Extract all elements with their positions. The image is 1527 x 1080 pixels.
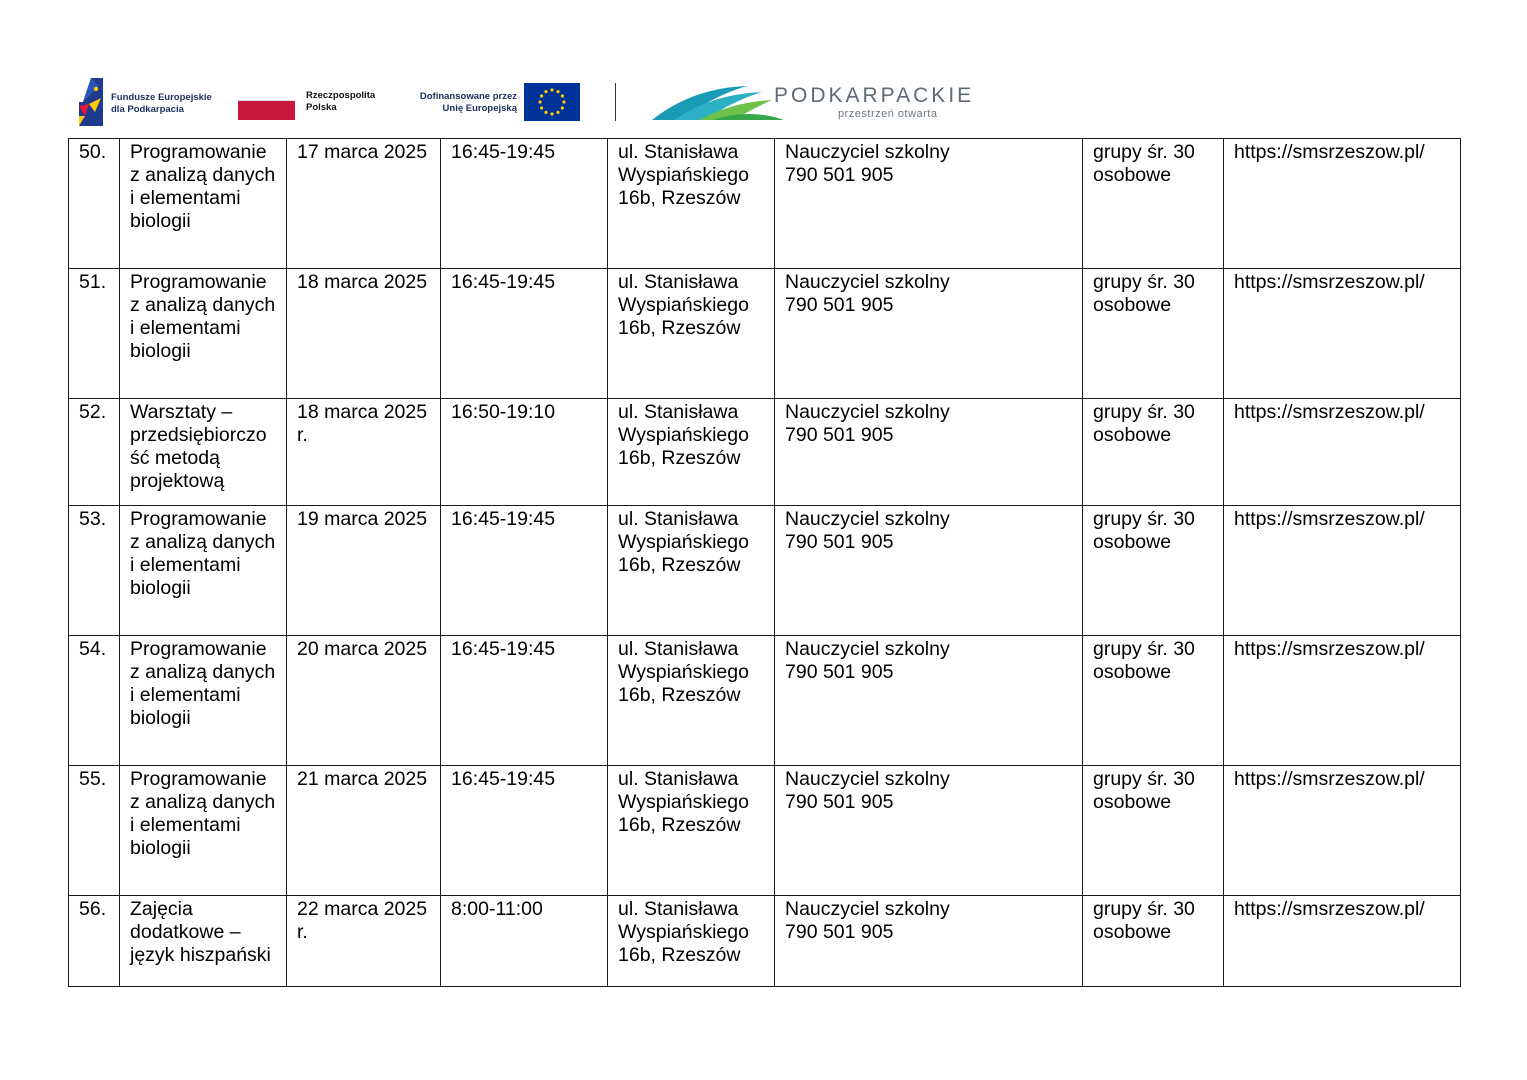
row-time — [441, 506, 608, 636]
row-place-place: ul. Stanisława Wyspiańskiego 16b, Rzeszów — [618, 898, 749, 966]
row-group-group: grupy śr. 30 osobowe — [1093, 898, 1195, 943]
row-date-date: 20 marca 2025 — [297, 638, 428, 660]
row-number-num: 54. — [79, 638, 107, 660]
row-date-date: 19 marca 2025 — [297, 508, 428, 530]
row-date-date: 18 marca 2025 r. — [297, 401, 428, 446]
row-lead-phone: 790 501 905 — [785, 661, 894, 683]
row-topic-topic: Programowanie z analizą danych i elementami biologii — [130, 508, 276, 599]
row-topic-topic: Warsztaty – przedsiębiorczo ść metodą projektową — [130, 401, 267, 492]
row-lead-phone: 790 501 905 — [785, 921, 894, 943]
row-time — [441, 399, 608, 506]
row-place — [608, 399, 775, 506]
row-time — [441, 636, 608, 766]
row-number-num: 55. — [79, 768, 107, 790]
row-time — [441, 269, 608, 399]
eu-star-icon — [556, 111, 559, 114]
row-time — [441, 139, 608, 269]
row-url — [1224, 399, 1461, 506]
fundusze-europejskie-logo — [77, 76, 237, 128]
row-time-time: 16:45-19:45 — [451, 508, 556, 530]
row-topic — [120, 399, 287, 506]
eu-star-icon — [540, 106, 543, 109]
polish-flag-icon — [238, 100, 295, 120]
row-time-time: 16:45-19:45 — [451, 271, 556, 293]
table-row — [69, 139, 1461, 269]
eu-star-icon — [561, 106, 564, 109]
row-group-group: grupy śr. 30 osobowe — [1093, 508, 1195, 553]
row-topic-topic: Programowanie z analizą danych i elementami biologii — [130, 638, 276, 729]
row-date — [287, 399, 441, 506]
row-time-time: 16:45-19:45 — [451, 141, 556, 163]
fundusze-europejskie-emblem-icon — [77, 76, 105, 128]
row-date — [287, 269, 441, 399]
row-date-date: 17 marca 2025 — [297, 141, 428, 163]
row-group — [1083, 269, 1224, 399]
row-date-date: 18 marca 2025 — [297, 271, 428, 293]
row-place-place: ul. Stanisława Wyspiańskiego 16b, Rzeszów — [618, 271, 749, 339]
row-url — [1224, 506, 1461, 636]
row-group-group: grupy śr. 30 osobowe — [1093, 141, 1195, 186]
row-place — [608, 636, 775, 766]
podkarpackie-logo — [652, 80, 975, 125]
row-place-place: ul. Stanisława Wyspiańskiego 16b, Rzeszów — [618, 141, 749, 209]
row-group — [1083, 636, 1224, 766]
row-place — [608, 766, 775, 896]
table-row — [69, 636, 1461, 766]
row-lead-phone: 790 501 905 — [785, 424, 894, 446]
row-group — [1083, 896, 1224, 987]
podkarpackie-swoosh-icon — [652, 82, 787, 122]
row-url-url: https://smsrzeszow.pl/ — [1234, 898, 1425, 920]
row-place-place: ul. Stanisława Wyspiańskiego 16b, Rzeszów — [618, 401, 749, 469]
row-lead-lead: Nauczyciel szkolny — [785, 898, 950, 920]
row-url — [1224, 766, 1461, 896]
row-number — [69, 399, 120, 506]
row-lead — [775, 636, 1083, 766]
row-date — [287, 896, 441, 987]
row-place — [608, 506, 775, 636]
row-date-date: 22 marca 2025 r. — [297, 898, 428, 943]
row-number-num: 50. — [79, 141, 107, 163]
row-date-date: 21 marca 2025 — [297, 768, 428, 790]
row-group-group: grupy śr. 30 osobowe — [1093, 638, 1195, 683]
eu-star-icon — [550, 88, 553, 91]
table-row — [69, 766, 1461, 896]
row-url — [1224, 896, 1461, 987]
row-time — [441, 896, 608, 987]
row-place-place: ul. Stanisława Wyspiańskiego 16b, Rzeszów — [618, 508, 749, 576]
row-date — [287, 139, 441, 269]
row-lead — [775, 139, 1083, 269]
row-lead-lead: Nauczyciel szkolny — [785, 638, 950, 660]
row-topic-topic: Zajęcia dodatkowe – język hiszpański — [130, 898, 271, 966]
table-row — [69, 896, 1461, 987]
row-lead-lead: Nauczyciel szkolny — [785, 768, 950, 790]
eu-flag-icon — [524, 83, 580, 121]
row-topic-topic: Programowanie z analizą danych i elementami biologii — [130, 768, 276, 859]
row-topic — [120, 269, 287, 399]
row-number-num: 56. — [79, 898, 107, 920]
row-number-num: 52. — [79, 401, 107, 423]
eu-star-icon — [538, 100, 541, 103]
schedule-table — [68, 138, 1461, 987]
row-lead-lead: Nauczyciel szkolny — [785, 401, 950, 423]
eu-star-icon — [556, 90, 559, 93]
row-lead-phone: 790 501 905 — [785, 791, 894, 813]
podkarpackie-tagline: przestrzeń otwarta — [838, 108, 938, 120]
row-number — [69, 506, 120, 636]
row-place — [608, 269, 775, 399]
eu-cofinanced-logo — [412, 83, 582, 123]
eu-star-icon — [561, 94, 564, 97]
eu-star-icon — [540, 94, 543, 97]
eu-star-icon — [544, 111, 547, 114]
row-time-time: 16:45-19:45 — [451, 638, 556, 660]
logo-divider — [615, 83, 616, 121]
row-date — [287, 636, 441, 766]
row-lead-lead: Nauczyciel szkolny — [785, 141, 950, 163]
row-group-group: grupy śr. 30 osobowe — [1093, 271, 1195, 316]
row-number — [69, 269, 120, 399]
table-row — [69, 399, 1461, 506]
row-url-url: https://smsrzeszow.pl/ — [1234, 271, 1425, 293]
row-date — [287, 766, 441, 896]
row-number — [69, 139, 120, 269]
table-row — [69, 269, 1461, 399]
row-url — [1224, 269, 1461, 399]
row-number — [69, 896, 120, 987]
row-url — [1224, 139, 1461, 269]
eu-star-icon — [562, 100, 565, 103]
row-time-time: 16:45-19:45 — [451, 768, 556, 790]
row-lead-lead: Nauczyciel szkolny — [785, 508, 950, 530]
row-url-url: https://smsrzeszow.pl/ — [1234, 508, 1425, 530]
row-time — [441, 766, 608, 896]
row-group-group: grupy śr. 30 osobowe — [1093, 768, 1195, 813]
row-lead — [775, 896, 1083, 987]
row-place-place: ul. Stanisława Wyspiańskiego 16b, Rzeszów — [618, 638, 749, 706]
row-topic-topic: Programowanie z analizą danych i elementami biologii — [130, 141, 276, 232]
row-lead — [775, 399, 1083, 506]
table-row — [69, 506, 1461, 636]
row-url-url: https://smsrzeszow.pl/ — [1234, 768, 1425, 790]
row-number-num: 53. — [79, 508, 107, 530]
row-number — [69, 766, 120, 896]
row-group — [1083, 399, 1224, 506]
row-place-place: ul. Stanisława Wyspiańskiego 16b, Rzeszów — [618, 768, 749, 836]
row-url — [1224, 636, 1461, 766]
row-lead-phone: 790 501 905 — [785, 294, 894, 316]
row-date — [287, 506, 441, 636]
row-lead-phone: 790 501 905 — [785, 164, 894, 186]
row-topic — [120, 896, 287, 987]
row-time-time: 16:50-19:10 — [451, 401, 556, 423]
row-number-num: 51. — [79, 271, 107, 293]
rzeczpospolita-polska-text: Rzeczpospolita Polska — [306, 90, 376, 113]
row-group — [1083, 139, 1224, 269]
row-time-time: 8:00-11:00 — [451, 898, 543, 920]
row-lead-phone: 790 501 905 — [785, 531, 894, 553]
row-topic — [120, 139, 287, 269]
eu-star-icon — [544, 90, 547, 93]
eu-cofinanced-text: Dofinansowane przez Unię Europejską — [419, 91, 517, 114]
row-url-url: https://smsrzeszow.pl/ — [1234, 141, 1425, 163]
row-place — [608, 139, 775, 269]
row-topic — [120, 636, 287, 766]
row-lead — [775, 766, 1083, 896]
row-group — [1083, 506, 1224, 636]
eu-star-icon — [550, 112, 553, 115]
row-topic — [120, 506, 287, 636]
row-place — [608, 896, 775, 987]
row-lead — [775, 269, 1083, 399]
row-topic — [120, 766, 287, 896]
row-group — [1083, 766, 1224, 896]
row-topic-topic: Programowanie z analizą danych i elementami biologii — [130, 271, 276, 362]
logo-bar — [0, 0, 1527, 135]
row-lead — [775, 506, 1083, 636]
row-url-url: https://smsrzeszow.pl/ — [1234, 638, 1425, 660]
row-url-url: https://smsrzeszow.pl/ — [1234, 401, 1425, 423]
rzeczpospolita-polska-logo — [238, 90, 388, 124]
row-number — [69, 636, 120, 766]
row-group-group: grupy śr. 30 osobowe — [1093, 401, 1195, 446]
podkarpackie-name: PODKARPACKIE — [774, 84, 975, 107]
fundusze-europejskie-text: Fundusze Europejskie dla Podkarpacia — [111, 92, 212, 115]
row-lead-lead: Nauczyciel szkolny — [785, 271, 950, 293]
